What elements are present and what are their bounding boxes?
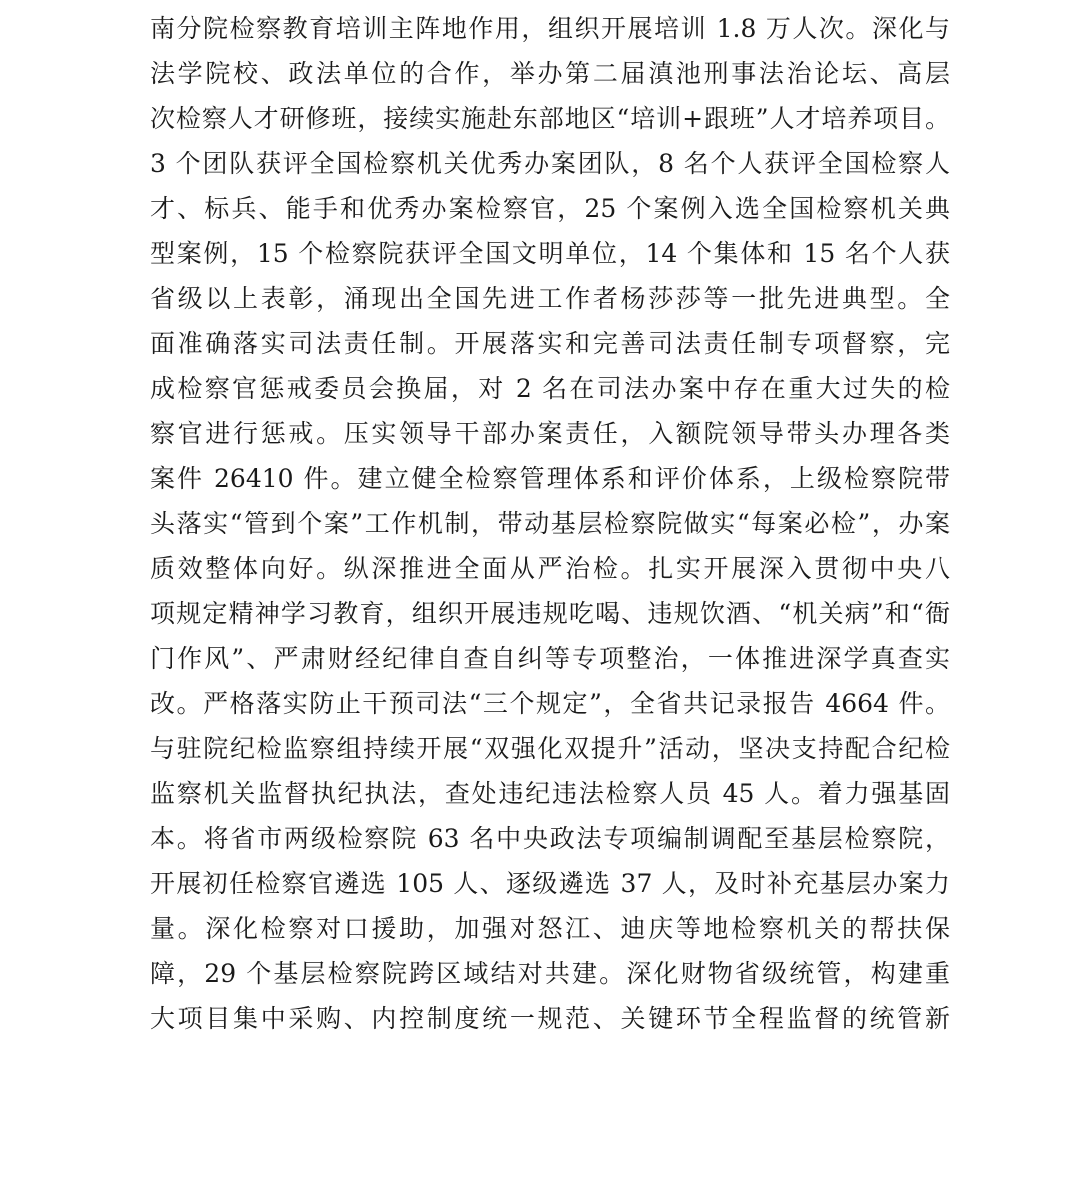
text-line: 察官进行惩戒。压实领导干部办案责任，入额院领导带头办理各类: [150, 419, 950, 448]
text-line: 障，29 个基层检察院跨区域结对共建。深化财物省级统管，构建重: [150, 959, 950, 988]
text-line: 量。深化检察对口援助，加强对怒江、迪庆等地检察机关的帮扶保: [150, 914, 950, 943]
text-line: 本。将省市两级检察院 63 名中央政法专项编制调配至基层检察院，: [150, 824, 950, 853]
text-line: 质效整体向好。纵深推进全面从严治检。扎实开展深入贯彻中央八: [150, 554, 950, 583]
text-line: 头落实“管到个案”工作机制，带动基层检察院做实“每案必检”，办案: [150, 509, 950, 538]
text-line: 案件 26410 件。建立健全检察管理体系和评价体系，上级检察院带: [150, 464, 950, 493]
text-line: 大项目集中采购、内控制度统一规范、关键环节全程监督的统管新: [150, 1004, 950, 1033]
text-line: 监察机关监督执纪执法，查处违纪违法检察人员 45 人。着力强基固: [150, 779, 950, 808]
text-line: 成检察官惩戒委员会换届，对 2 名在司法办案中存在重大过失的检: [150, 374, 950, 403]
text-line: 改。严格落实防止干预司法“三个规定”，全省共记录报告 4664 件。: [150, 689, 950, 718]
text-line: 省级以上表彰，涌现出全国先进工作者杨莎莎等一批先进典型。全: [150, 284, 950, 313]
text-line: 才、标兵、能手和优秀办案检察官，25 个案例入选全国检察机关典: [150, 194, 950, 223]
text-line: 面准确落实司法责任制。开展落实和完善司法责任制专项督察，完: [150, 329, 950, 358]
body-text: [150, 6, 950, 1041]
text-line: 法学院校、政法单位的合作，举办第二届滇池刑事法治论坛、高层: [150, 59, 950, 88]
text-line: 3 个团队获评全国检察机关优秀办案团队，8 名个人获评全国检察人: [150, 149, 950, 178]
text-line: 门作风”、严肃财经纪律自查自纠等专项整治，一体推进深学真查实: [150, 644, 950, 673]
text-line: 项规定精神学习教育，组织开展违规吃喝、违规饮酒、“机关病”和“衙: [150, 599, 950, 628]
text-line: 次检察人才研修班，接续实施赴东部地区“培训+跟班”人才培养项目。: [150, 104, 950, 133]
text-line: 开展初任检察官遴选 105 人、逐级遴选 37 人，及时补充基层办案力: [150, 869, 950, 898]
text-line: 与驻院纪检监察组持续开展“双强化双提升”活动，坚决支持配合纪检: [150, 734, 950, 763]
text-line: 南分院检察教育培训主阵地作用，组织开展培训 1.8 万人次。深化与: [150, 14, 950, 43]
text-line: 型案例，15 个检察院获评全国文明单位，14 个集体和 15 名个人获: [150, 239, 950, 268]
